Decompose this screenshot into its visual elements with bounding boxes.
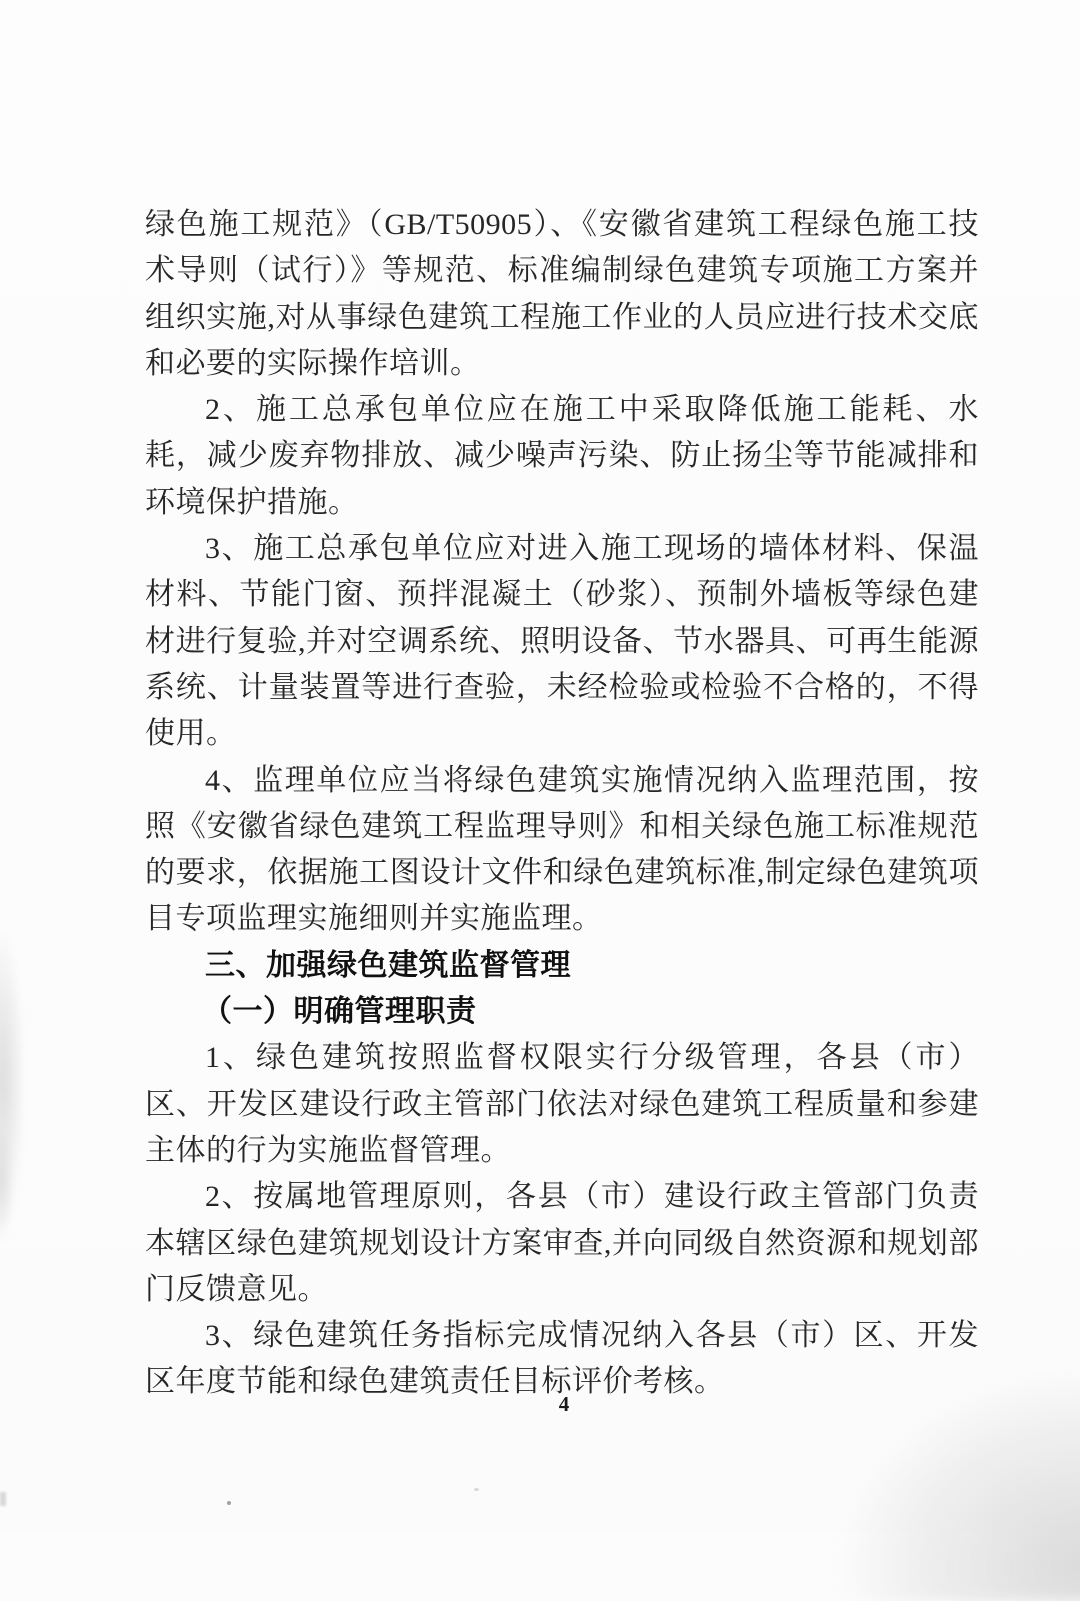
- paragraph-item-4-supervision-unit: 4、监理单位应当将绿色建筑实施情况纳入监理范围，按照《安徽省绿色建筑工程监理导则》和相关绿色施工标准规范的要求，依据施工图设计文件和绿色建筑标准,制定绿色建筑项目专项监理实施细则并实施监理。: [145, 763, 979, 936]
- document-body: [145, 202, 979, 1406]
- paragraph-item-2-territorial-management: 2、按属地管理原则，各县（市）建设行政主管部门负责本辖区绿色建筑规划设计方案审查,并向同级自然资源和规划部门反馈意见。: [145, 1180, 979, 1306]
- paragraph-item-3-target-assessment: 3、绿色建筑任务指标完成情况纳入各县（市）区、开发区年度节能和绿色建筑责任目标评价考核。: [145, 1319, 979, 1399]
- paragraph-continuation: 绿色施工规范》（GB/T50905）、《安徽省建筑工程绿色施工技术导则（试行）》等规范、标准编制绿色建筑专项施工方案并组织实施,对从事绿色建筑工程施工作业的人员应进行技术交底和必要的实际操作培训。: [145, 208, 979, 380]
- page-number: 4: [558, 1392, 570, 1416]
- subsection-heading-one: （一）明确管理职责: [202, 995, 477, 1029]
- paragraph-item-3-material-inspection: 3、施工总承包单位应对进入施工现场的墙体材料、保温材料、节能门窗、预拌混凝土（砂浆）、预制外墙板等绿色建材进行复验,并对空调系统、照明设备、节水器具、可再生能源系统、计量装置等进行查验，未经检验或检验不合格的，不得使用。: [145, 532, 979, 751]
- section-heading-three: 三、加强绿色建筑监督管理: [205, 948, 571, 982]
- paragraph-item-2-construction-energy: 2、施工总承包单位应在施工中采取降低施工能耗、水耗，减少废弃物排放、减少噪声污染、防止扬尘等节能减排和环境保护措施。: [145, 393, 979, 519]
- scan-smudge-left-2: [0, 1125, 14, 1245]
- scan-speck: [474, 1488, 479, 1491]
- paragraph-item-1-tiered-management: 1、绿色建筑按照监督权限实行分级管理，各县（市）区、开发区建设行政主管部门依法对绿色建筑工程质量和参建主体的行为实施监督管理。: [145, 1041, 979, 1167]
- scan-speck: [0, 1492, 6, 1506]
- scan-speck: [227, 1501, 231, 1505]
